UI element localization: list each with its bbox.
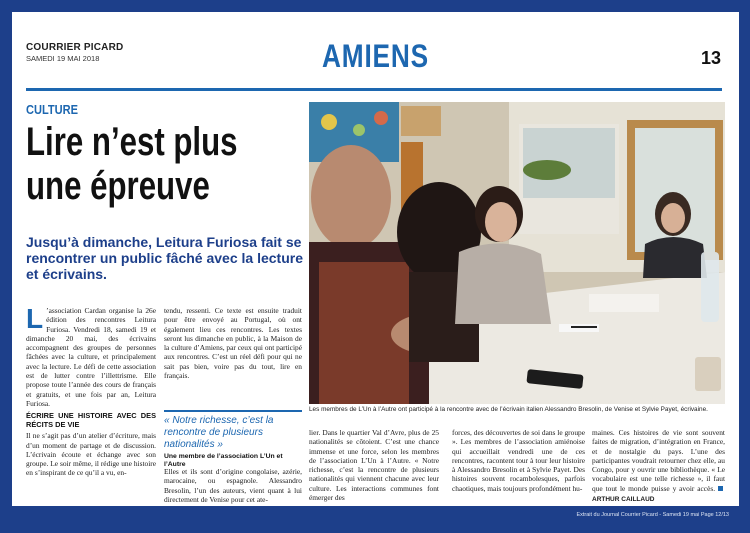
subheading: ÉCRIRE UNE HISTOIRE AVEC DES RÉCITS DE VIE xyxy=(26,411,156,430)
column-1-paragraph-2: Il ne s’agit pas d’un atelier d’écriture, mais d’un moment de partage et de discussion. L’écrivain écoute et échange avec son groupe. Le soir même, il rédige une histoire en s’inspirant de ce qu’il a vu, en- xyxy=(26,431,156,478)
dropcap: L xyxy=(26,303,44,334)
headline-line-1: Lire n’est plus xyxy=(26,120,238,164)
column-1-paragraph-1: ’association Cardan organise la 26e édition des rencontres Leitura Furiosa. Vendredi 18, samedi 19 et dimanche 20 mai, des écrivains accompagnent des groupes de personnes fâchées avec la culture, et principalement avec la lecture. Le défi de cette association est de lutter contre l’illettrisme. Elle propose toute l’année des cours de français et gratuits, et une fois par an, Leitura Furiosa. xyxy=(26,306,156,408)
pull-quote-block xyxy=(164,410,302,470)
column-2-paragraph-2: Elles et ils sont d’origine congolaise, azérie, marocaine, ou espagnole. Alessandro Bresolin, l’un des auteurs, vient quant à lui directement de Venise pour cet ate- xyxy=(164,467,302,504)
photo-illustration xyxy=(309,102,725,404)
rubric: CULTURE xyxy=(26,102,78,117)
article-photo xyxy=(309,102,725,404)
photo-caption: Les membres de L’Un à l’Autre ont participé à la rencontre avec de l’écrivain italien Alessandro Bresolin, de Venise et Sylvie Payet, écrivaine. xyxy=(309,406,708,413)
header-rule xyxy=(26,88,722,91)
headline-line-2: une épreuve xyxy=(26,164,210,208)
column-4: forces, des découvertes de soi dans le groupe ». Les membres de l’association amiénoise qui accueillait vendredi une de ces rencontres, racontent tour à tour leur histoire à Alessandro Bresolin et à Sylvie Payet. Des histoires souvent rocambolesques, parfois chaotiques, mais toujours profondément hu- xyxy=(452,428,585,493)
headline xyxy=(26,120,307,208)
issue-date: SAMEDI 19 MAI 2018 xyxy=(26,54,100,63)
page-number: 13 xyxy=(700,48,721,68)
section-city: AMIENS xyxy=(322,38,429,74)
column-2 xyxy=(164,306,302,382)
pull-quote: « Notre richesse, c’est la rencontre de plusieurs nationalités » xyxy=(164,414,274,450)
column-1 xyxy=(26,303,156,480)
byline-name: ARTHUR CAILLAUD xyxy=(592,496,655,504)
newspaper-page xyxy=(12,12,739,520)
column-3: lier. Dans le quartier Val d’Avre, plus de 25 nationalités se côtoient. C’est une chance immense et une force, selon les membres de l’association L’Un à l’Autre. « Notre richesse, c’est la rencontre de plusieurs nationalités qui viennent chacune avec leur culture. Les interactions communes font émerger des xyxy=(309,428,439,503)
pull-quote-rule xyxy=(164,410,302,412)
column-2-paragraph-1: tendu, ressenti. Ce texte est ensuite traduit pour être envoyé au Portugal, où ont également lieu ces rencontres. Les textes seront lus dimanche en public, à la Maison de la culture d’Amiens, par ceux qui ont participé aux rencontres. C’est un réel défi pour qui ne sait pas bien, voire pas du tout, lire en français. xyxy=(164,306,302,381)
pull-quote-attribution: Une membre de l’association L’Un et l’Autre xyxy=(164,452,283,468)
byline-marker xyxy=(718,486,723,491)
column-5-text: maines. Ces histoires de vie sont souvent faites de migration, d’intégration en France, et de nostalgie du pays. L’une des participantes voudrait retourner chez elle, au Congo, pour y ouvrir une bibliothèque. « Le vocabulaire est une telle richesse », il faut que tout le monde puisse y avoir accès. xyxy=(592,428,725,493)
lead-paragraph: Jusqu’à dimanche, Leitura Furiosa fait se rencontrer un public fâché avec la lecture et écrivains. xyxy=(26,234,303,282)
masthead xyxy=(26,42,123,63)
footer-extract-note: Extrait du Journal Courrier Picard - Samedi 19 mai Page 12/13 xyxy=(576,512,729,518)
column-5 xyxy=(592,428,725,504)
paper-name: COURRIER PICARD xyxy=(26,42,124,53)
